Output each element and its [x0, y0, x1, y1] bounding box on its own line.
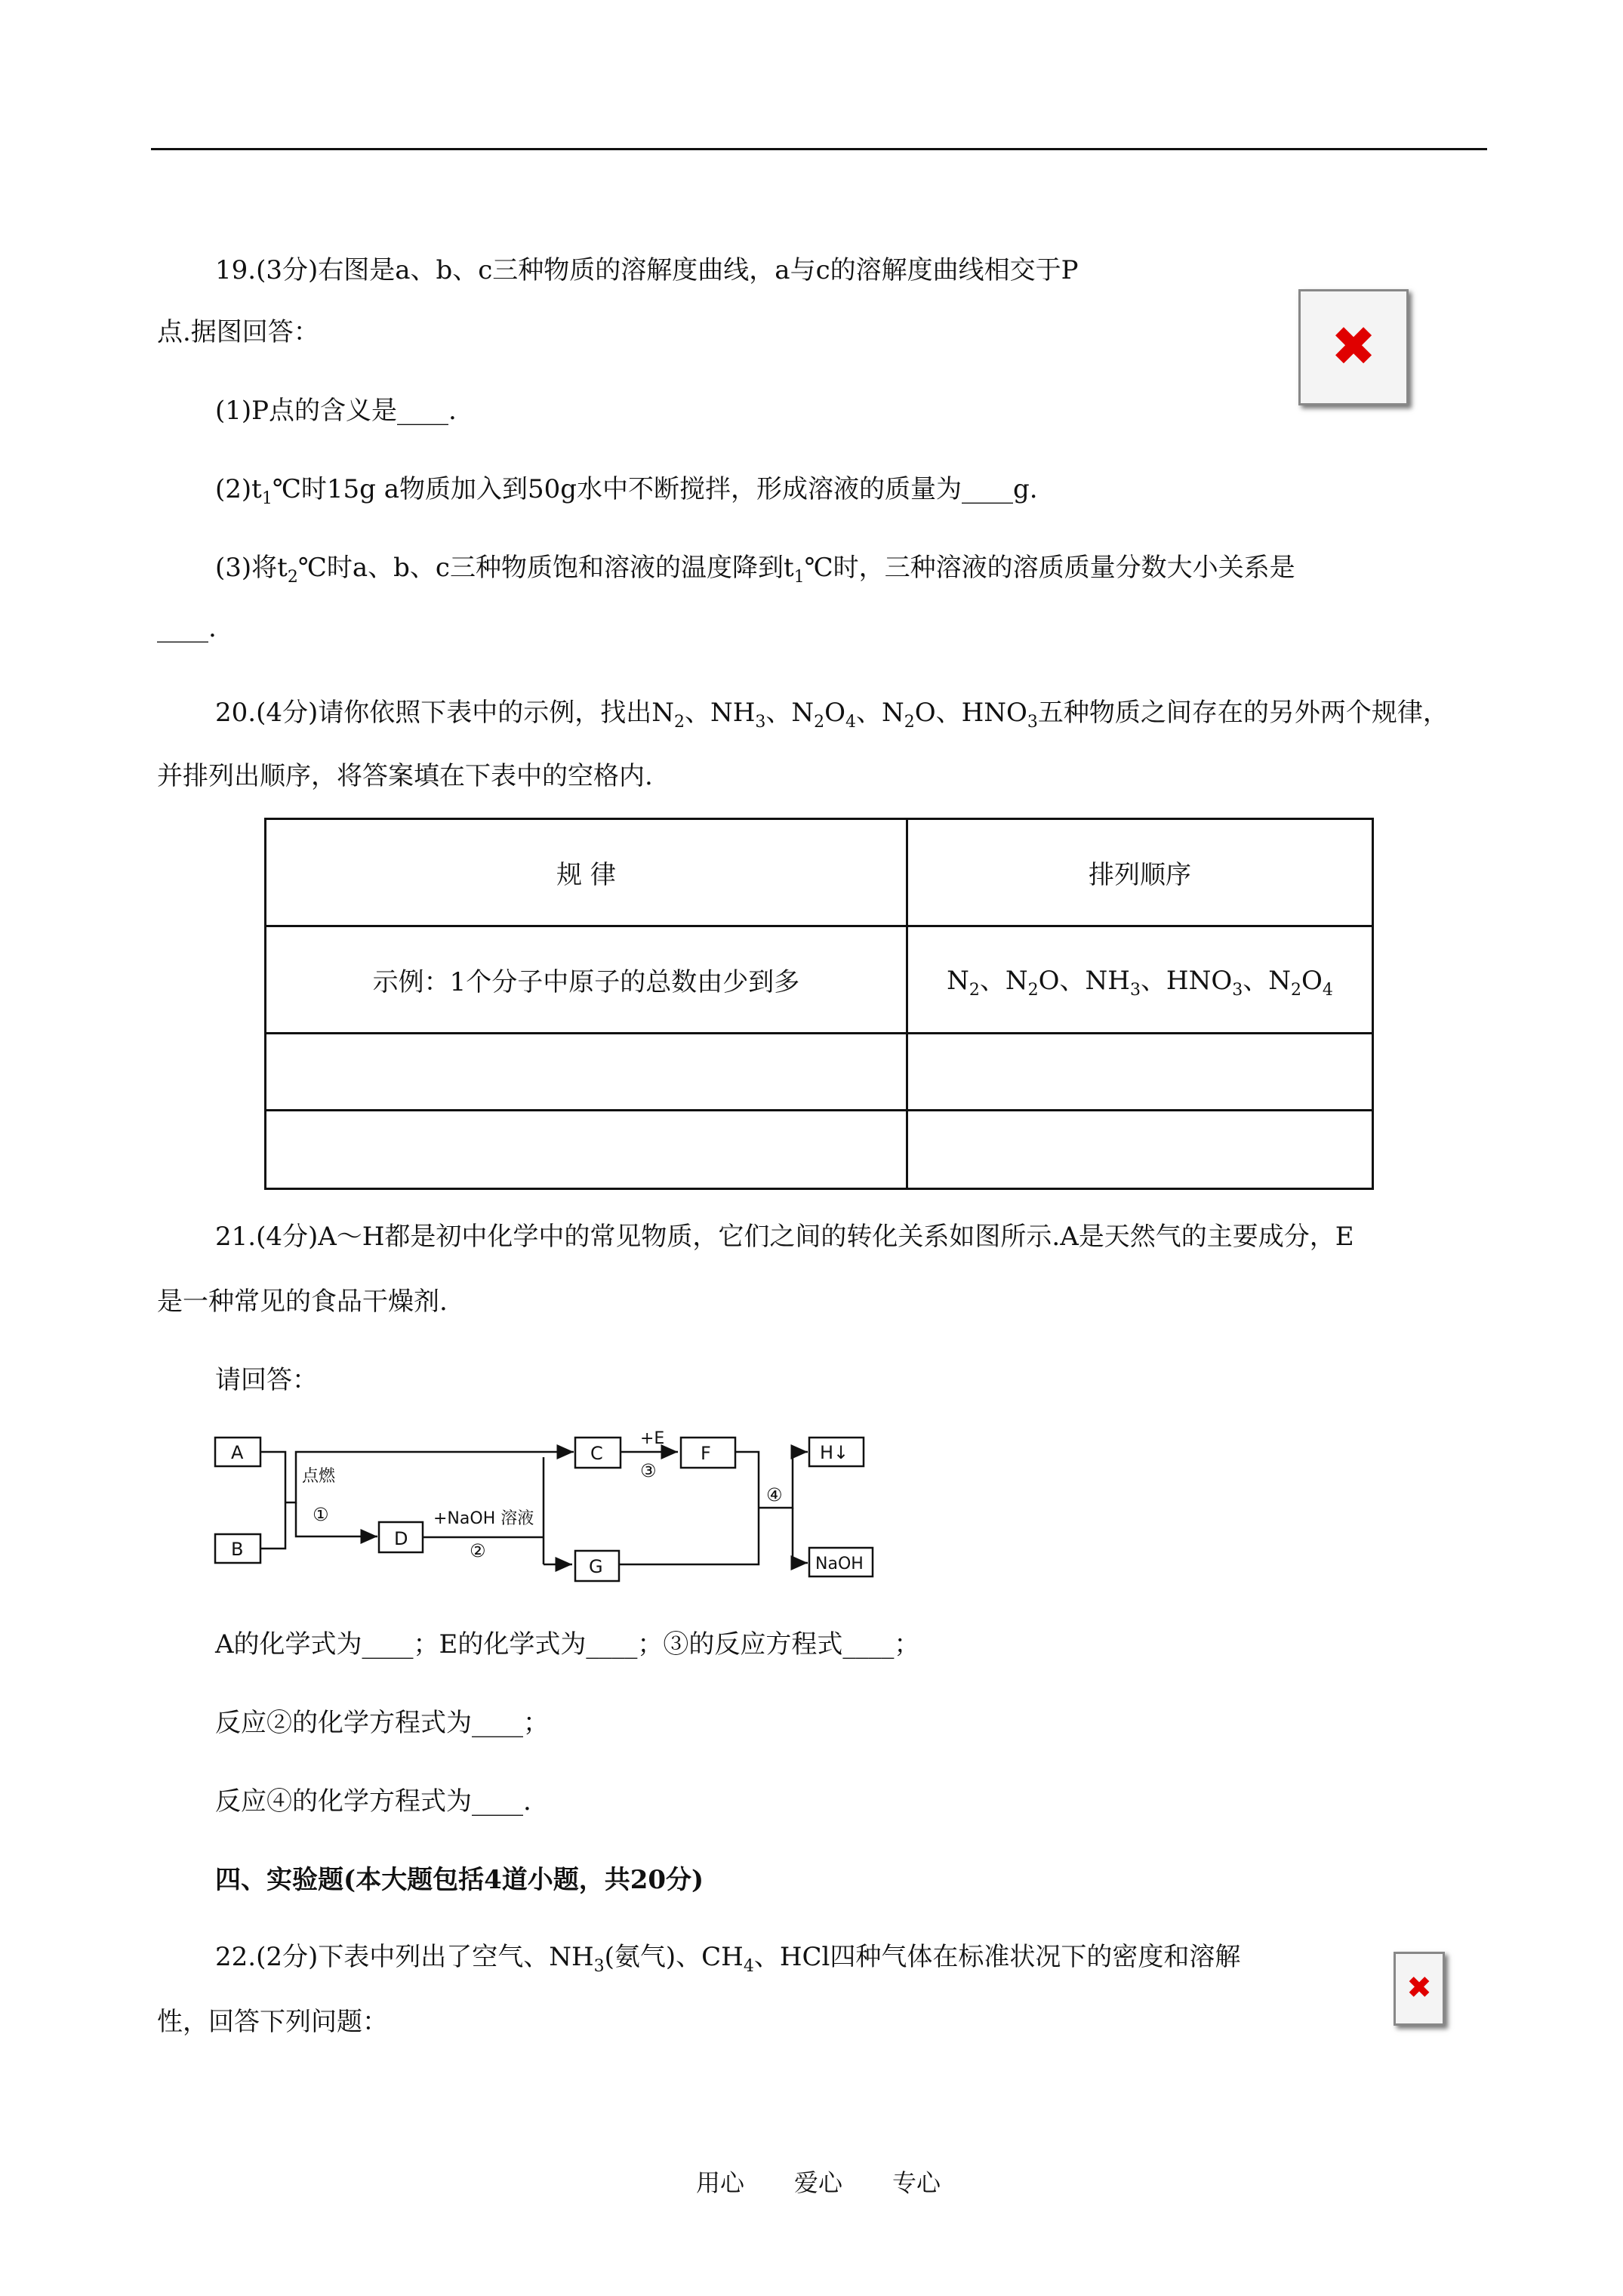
- q20-s5: 2: [904, 712, 915, 732]
- q22-s2: 4: [743, 1956, 754, 1976]
- q22-line2: 性，回答下列问题：: [157, 2007, 388, 2037]
- ex-t2: 、N: [979, 966, 1028, 997]
- q19-sub2-post: ℃时15g a物质加入到50g水中不断搅拌，形成溶液的质量为____g.: [272, 474, 1038, 504]
- section-4-heading: 四、实验题(本大题包括4道小题，共20分): [215, 1865, 704, 1895]
- table-header-row: [266, 819, 1373, 926]
- q22-t2: (氨气)、CH: [604, 1942, 744, 1972]
- arrow-to-d: [296, 1502, 377, 1536]
- table-example-row: [266, 926, 1373, 1034]
- q19-sub3-blank: ____.: [157, 613, 217, 643]
- label-naoh: NaOH: [815, 1555, 864, 1573]
- q19-sub2: [215, 468, 1038, 508]
- q20-t1: 20.(4分)请你依照下表中的示例，找出N: [215, 698, 674, 728]
- label-step3: ③: [640, 1460, 657, 1481]
- q21-line1: 21.(4分)A～H都是初中化学中的常见物质，它们之间的转化关系如图所示.A是天然气的主要成分，E: [215, 1222, 1354, 1252]
- q19-line1: 19.(3分)右图是a、b、c三种物质的溶解度曲线，a与c的溶解度曲线相交于P: [215, 255, 1079, 285]
- reaction-flow-diagram: [211, 1427, 906, 1586]
- q19-sub3-idx1: 2: [287, 567, 298, 587]
- ex-s2: 2: [1027, 980, 1039, 1000]
- table-blank-cell[interactable]: [907, 1111, 1373, 1189]
- ex-t6: O: [1301, 966, 1323, 997]
- q22-t1: 22.(2分)下表中列出了空气、NH: [215, 1942, 594, 1972]
- q20-t2: 、NH: [684, 698, 756, 728]
- q20-s2: 3: [755, 712, 766, 732]
- table-header-rule: 规 律: [266, 819, 907, 926]
- arrow-to-naoh: [793, 1508, 808, 1563]
- ex-s4: 3: [1232, 980, 1243, 1000]
- label-reagent3: +E: [640, 1429, 665, 1448]
- q19-sub3-b: ℃时a、b、c三种物质饱和溶液的温度降到t: [297, 553, 794, 583]
- q22-line1: [215, 1936, 1240, 1976]
- q20-t3: 、N: [765, 698, 815, 728]
- table-blank-cell[interactable]: [266, 1111, 907, 1189]
- q21-line2: 是一种常见的食品干燥剂.: [157, 1287, 448, 1317]
- footer-b: 爱心: [794, 2168, 843, 2197]
- q19-sub3-idx2: 1: [793, 567, 805, 587]
- q19-sub1: (1)P点的含义是____.: [215, 396, 457, 426]
- label-d: D: [394, 1528, 408, 1549]
- ex-t1: N: [947, 966, 969, 997]
- ex-t3: O、NH: [1038, 966, 1130, 997]
- ex-s5: 2: [1290, 980, 1301, 1000]
- label-ignite: 点燃: [302, 1467, 336, 1486]
- ex-s1: 2: [969, 980, 980, 1000]
- q20-t6: O、HNO: [914, 698, 1027, 728]
- q21-ans1: A的化学式为____；E的化学式为____；③的反应方程式____；: [215, 1629, 920, 1660]
- label-step2: ②: [470, 1540, 486, 1561]
- q20-line2: 并排列出顺序，将答案填在下表中的空格内.: [157, 761, 653, 791]
- q20-s1: 2: [673, 712, 685, 732]
- label-b: B: [231, 1539, 244, 1560]
- table-blank-row: [266, 1111, 1373, 1189]
- label-reagent2: +NaOH 溶液: [433, 1509, 534, 1528]
- ex-t4: 、HNO: [1140, 966, 1233, 997]
- bracket-ab: [260, 1452, 285, 1549]
- ex-s3: 3: [1129, 980, 1141, 1000]
- broken-image-icon: ✖: [1406, 1971, 1432, 2006]
- q20-t4: O: [824, 698, 846, 728]
- table-example-rule: 示例：1个分子中原子的总数由少到多: [266, 926, 907, 1034]
- broken-image-q19: [1298, 289, 1409, 405]
- q20-table: [264, 818, 1374, 1190]
- q20-s6: 3: [1027, 712, 1038, 732]
- label-g: G: [589, 1556, 603, 1577]
- q22-s1: 3: [593, 1956, 605, 1976]
- table-header-order: 排列顺序: [907, 819, 1373, 926]
- q19-sub3-a: (3)将t: [215, 553, 288, 583]
- q20-line1: [215, 692, 1449, 732]
- label-h: H↓: [820, 1442, 849, 1463]
- broken-image-icon: ✖: [1330, 314, 1377, 378]
- q21-ans3: 反应④的化学方程式为____.: [215, 1786, 531, 1817]
- table-blank-cell[interactable]: [266, 1034, 907, 1111]
- footer-c: 专心: [892, 2168, 941, 2197]
- header-rule: [151, 148, 1487, 150]
- footer-a: 用心: [696, 2168, 745, 2197]
- q22-t3: 、HCl四种气体在标准状况下的密度和溶解: [753, 1942, 1241, 1972]
- q21-line3: 请回答：: [215, 1365, 318, 1395]
- q20-s4: 4: [845, 712, 857, 732]
- label-f: F: [701, 1443, 711, 1464]
- q20-s3: 2: [814, 712, 825, 732]
- label-step4: ④: [766, 1484, 783, 1505]
- ex-s6: 4: [1322, 980, 1333, 1000]
- broken-image-q22: [1394, 1952, 1445, 2026]
- q19-line2: 点.据图回答：: [157, 317, 319, 347]
- q19-sub2-idx: 1: [261, 488, 273, 508]
- ex-t5: 、N: [1243, 966, 1291, 997]
- label-a: A: [231, 1442, 244, 1463]
- label-step1: ①: [313, 1504, 329, 1525]
- q21-ans2: 反应②的化学方程式为____；: [215, 1708, 549, 1738]
- q20-t7: 五种物质之间存在的另外两个规律，: [1037, 698, 1449, 728]
- table-example-order: [907, 926, 1373, 1034]
- q19-sub2-pre: (2)t: [215, 474, 262, 504]
- table-blank-cell[interactable]: [907, 1034, 1373, 1111]
- q20-t5: 、N: [856, 698, 904, 728]
- q19-sub3-c: ℃时，三种溶液的溶质质量分数大小关系是: [804, 553, 1295, 583]
- label-c: C: [590, 1443, 603, 1464]
- table-blank-row: [266, 1034, 1373, 1111]
- q19-sub3: [215, 547, 1295, 587]
